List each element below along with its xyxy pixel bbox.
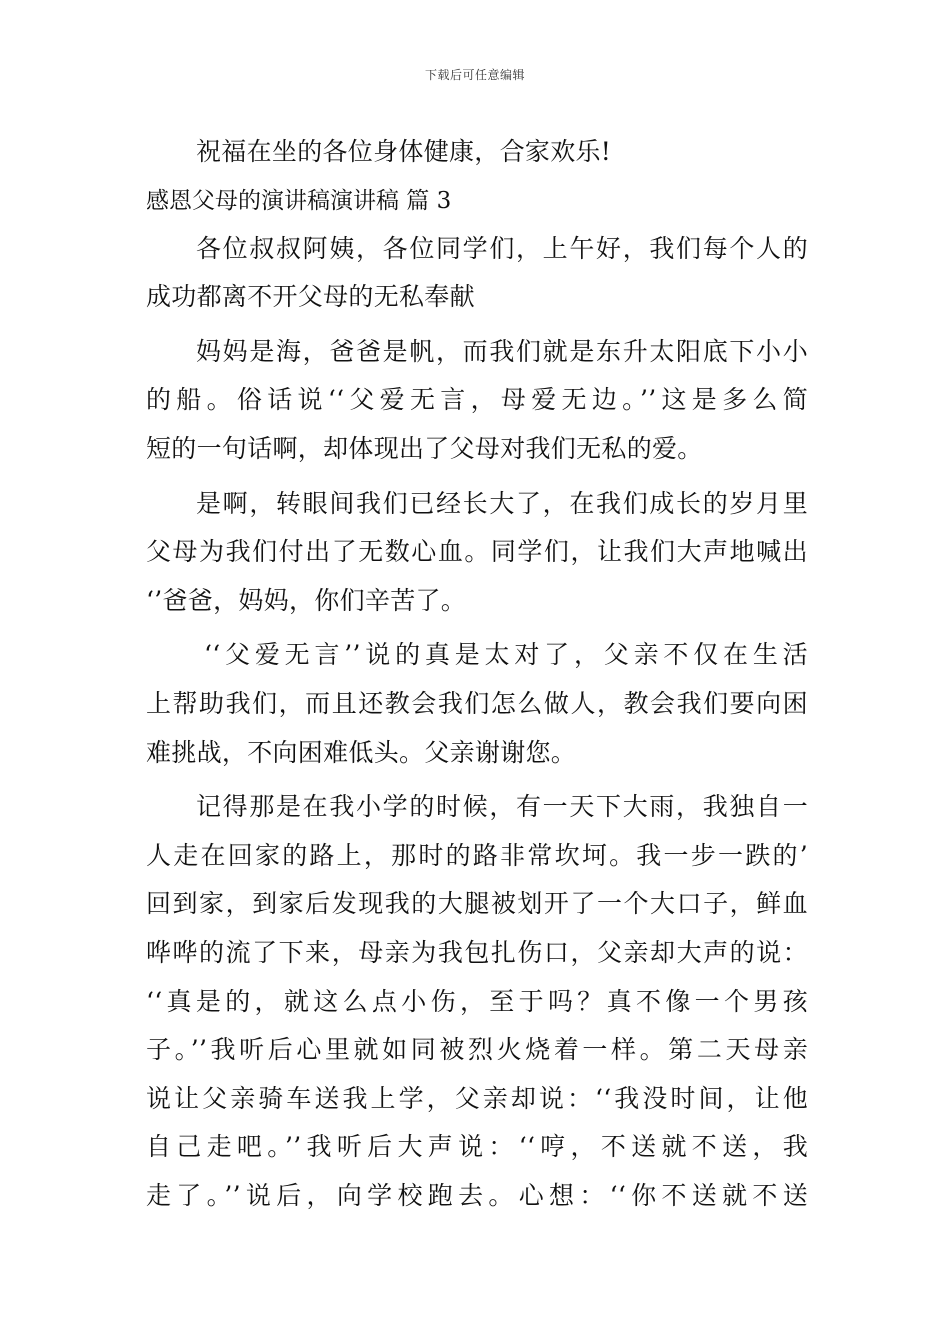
paragraph-line: 的船。俗话说‘‘父爱无言，母爱无边。’’这是多么简 (146, 385, 808, 415)
paragraph-line: 成功都离不开父母的无私奉献 (146, 282, 475, 312)
paragraph-line: ‘‘真是的，就这么点小伤，至于吗？真不像一个男孩 (146, 986, 808, 1016)
closing-line: 祝福在坐的各位身体健康，合家欢乐! (196, 137, 612, 166)
paragraph-line: 上帮助我们，而且还教会我们怎么做人，教会我们要向困 (146, 688, 808, 718)
paragraph-line: 短的一句话啊，却体现出了父母对我们无私的爱。 (146, 433, 703, 463)
paragraph-2 (146, 328, 808, 474)
paragraph-line: 父母为我们付出了无数心血。同学们，让我们大声地喊出 (146, 537, 808, 567)
paragraph-line: 妈妈是海，爸爸是帆，而我们就是东升太阳底下小小 (196, 336, 808, 366)
paragraph-1 (146, 225, 808, 322)
paragraph-line: 回到家，到家后发现我的大腿被划开了一个大口子，鲜血 (146, 889, 808, 919)
paragraph-line: 哗哗的流了下来，母亲为我包扎伤口，父亲却大声的说： (146, 937, 808, 967)
paragraph-4 (146, 631, 808, 777)
paragraph-line: 记得那是在我小学的时候，有一天下大雨，我独自一 (196, 792, 808, 822)
paragraph-3 (146, 480, 808, 626)
section-title: 感恩父母的演讲稿演讲稿 篇 3 (146, 187, 452, 214)
paragraph-line: 子。’’我听后心里就如同被烈火烧着一样。第二天母亲 (146, 1035, 808, 1065)
paragraph-line: ‘‘父爱无言’’说的真是太对了，父亲不仅在生活 (204, 640, 808, 670)
paragraph-line: 走了。’’说后，向学校跑去。心想：‘‘你不送就不送 (146, 1180, 808, 1210)
paragraph-line: 人走在回家的路上，那时的路非常坎坷。我一步一跌的’ (146, 840, 808, 870)
paragraph-line: 难挑战，不向困难低头。父亲谢谢您。 (146, 737, 577, 767)
paragraph-line: 说让父亲骑车送我上学，父亲却说：‘‘我没时间，让他 (146, 1083, 808, 1113)
paragraph-line: ‘’爸爸，妈妈，你们辛苦了。 (146, 585, 467, 615)
paragraph-5 (146, 783, 808, 1220)
paragraph-line: 各位叔叔阿姨，各位同学们，上午好，我们每个人的 (196, 233, 808, 263)
document-body (146, 128, 808, 1220)
paragraph-line: 自己走吧。’’我听后大声说：‘‘哼，不送就不送，我 (146, 1132, 808, 1162)
paragraph-line: 是啊，转眼间我们已经长大了，在我们成长的岁月里 (196, 488, 808, 518)
page-watermark: 下载后可任意编辑 (424, 68, 525, 82)
